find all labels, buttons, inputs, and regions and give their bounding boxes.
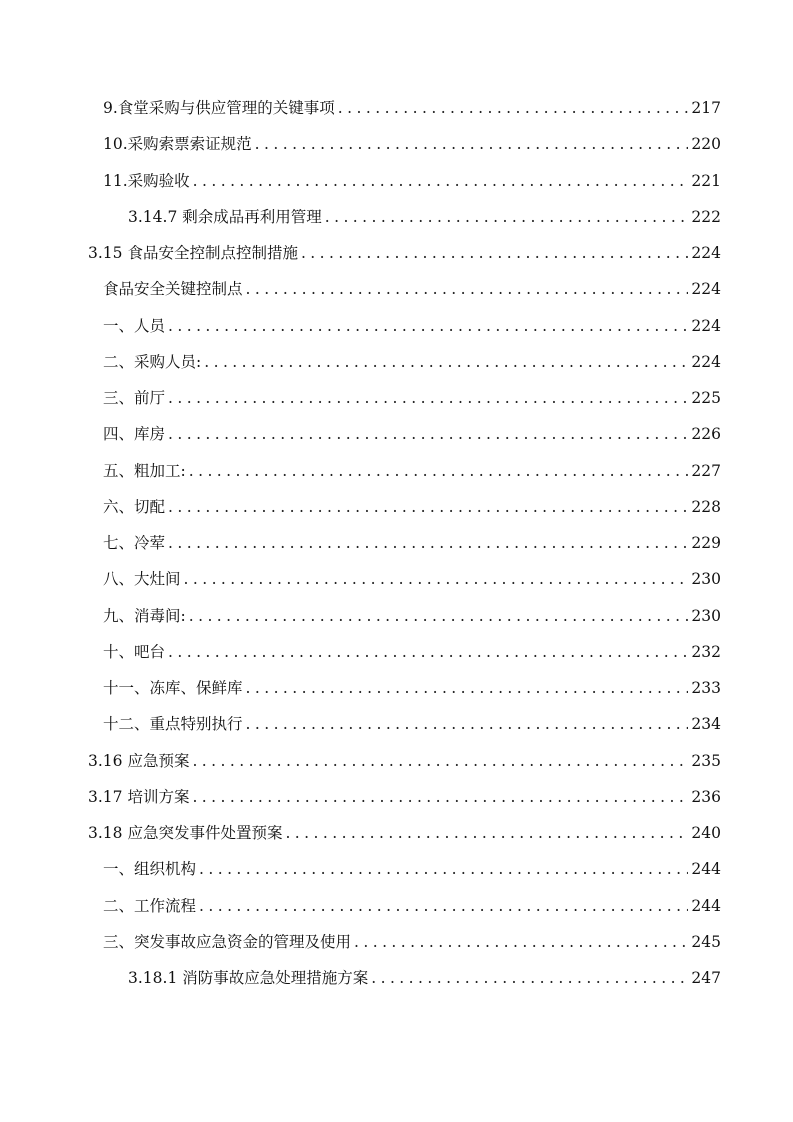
toc-page-number: 220 bbox=[691, 135, 721, 154]
toc-entry-title: 三、突发事故应急资金的管理及使用 bbox=[103, 932, 352, 951]
toc-entry-title: 10.采购索票索证规范 bbox=[103, 135, 252, 154]
toc-entry-title: 六、切配 bbox=[103, 497, 166, 516]
toc-page-number: 229 bbox=[691, 534, 721, 552]
toc-entry-title: 二、采购人员: bbox=[103, 352, 202, 371]
toc-entry[interactable] bbox=[103, 531, 721, 555]
toc-leader-dots bbox=[168, 314, 688, 338]
toc-page-number: 221 bbox=[691, 171, 721, 190]
toc-entry[interactable] bbox=[103, 894, 721, 918]
toc-page-number: 217 bbox=[691, 99, 721, 117]
toc-entry[interactable] bbox=[103, 495, 721, 519]
toc-page-number: 245 bbox=[691, 932, 721, 951]
toc-entry-title: 四、库房 bbox=[103, 425, 166, 444]
toc-entry[interactable] bbox=[88, 821, 721, 845]
toc-page-number: 244 bbox=[691, 860, 721, 879]
toc-entry[interactable] bbox=[103, 386, 721, 410]
toc-leader-dots bbox=[285, 821, 688, 845]
toc-page-number: 224 bbox=[691, 352, 721, 371]
toc-entry-title: 3.18.1 消防事故应急处理措施方案 bbox=[128, 969, 369, 987]
toc-entry[interactable] bbox=[103, 930, 721, 954]
toc-leader-dots bbox=[301, 241, 688, 265]
toc-leader-dots bbox=[168, 422, 688, 446]
toc-page-number: 230 bbox=[691, 606, 721, 625]
toc-entry-title: 一、人员 bbox=[103, 316, 166, 335]
toc-entry-title: 3.15 食品安全控制点控制措施 bbox=[88, 244, 298, 262]
toc-page-number: 233 bbox=[691, 679, 721, 697]
toc-page-number: 226 bbox=[691, 425, 721, 444]
toc-entry-title: 十、吧台 bbox=[103, 642, 166, 661]
toc-entry[interactable] bbox=[103, 350, 721, 374]
toc-entry-title: 九、消毒间: bbox=[103, 606, 186, 625]
toc-leader-dots bbox=[246, 676, 689, 700]
toc-entry[interactable] bbox=[103, 676, 721, 700]
toc-page-number: 236 bbox=[691, 787, 721, 806]
toc-entry-title: 3.16 应急预案 bbox=[88, 751, 190, 770]
toc-page-number: 247 bbox=[691, 969, 721, 987]
toc-leader-dots bbox=[168, 640, 688, 664]
toc-entry[interactable] bbox=[128, 966, 721, 990]
toc-entry-title: 十一、冻库、保鲜库 bbox=[103, 679, 243, 697]
toc-entry-title: 11.采购验收 bbox=[103, 171, 190, 190]
toc-entry-title: 二、工作流程 bbox=[103, 896, 197, 915]
toc-leader-dots bbox=[246, 712, 689, 736]
toc-entry-title: 9.食堂采购与供应管理的关键事项 bbox=[103, 99, 335, 117]
toc-entry[interactable] bbox=[103, 169, 721, 193]
toc-page-number: 224 bbox=[691, 316, 721, 335]
toc-entry-title: 十二、重点特别执行 bbox=[103, 715, 243, 734]
toc-page-number: 222 bbox=[691, 207, 721, 226]
toc-entry-title: 3.17 培训方案 bbox=[88, 787, 190, 806]
toc-leader-dots bbox=[184, 567, 689, 591]
toc-entry[interactable] bbox=[88, 749, 721, 773]
toc-entry-title: 3.18 应急突发事件处置预案 bbox=[88, 824, 283, 842]
toc-leader-dots bbox=[193, 169, 689, 193]
toc-entry[interactable] bbox=[88, 241, 721, 265]
toc-page-number: 240 bbox=[691, 824, 721, 842]
toc-entry[interactable] bbox=[103, 96, 721, 120]
toc-leader-dots bbox=[338, 96, 689, 120]
toc-entry[interactable] bbox=[103, 277, 721, 301]
toc-page-number: 234 bbox=[691, 715, 721, 734]
toc-leader-dots bbox=[192, 749, 688, 773]
toc-entry[interactable] bbox=[88, 785, 721, 809]
toc-entry[interactable] bbox=[103, 567, 721, 591]
toc-entry-title: 三、前厅 bbox=[103, 389, 166, 407]
toc-leader-dots bbox=[168, 386, 688, 410]
toc-leader-dots bbox=[371, 966, 688, 990]
toc-page-number: 244 bbox=[691, 896, 721, 915]
toc-entry[interactable] bbox=[103, 132, 721, 156]
toc-leader-dots bbox=[325, 205, 689, 229]
toc-entry[interactable] bbox=[103, 422, 721, 446]
toc-page-number: 235 bbox=[691, 751, 721, 770]
toc-leader-dots bbox=[189, 604, 689, 628]
toc-entry[interactable] bbox=[103, 640, 721, 664]
toc-leader-dots bbox=[168, 495, 688, 519]
toc-entry-title: 一、组织机构 bbox=[103, 860, 197, 879]
toc-entry-title: 食品安全关键控制点 bbox=[103, 280, 243, 299]
toc-leader-dots bbox=[204, 350, 688, 374]
toc-leader-dots bbox=[199, 894, 688, 918]
toc-entry-title: 八、大灶间 bbox=[103, 570, 181, 589]
toc-page-number: 224 bbox=[691, 244, 721, 262]
toc-entry[interactable] bbox=[103, 459, 721, 483]
toc-entry[interactable] bbox=[103, 314, 721, 338]
toc-leader-dots bbox=[354, 930, 688, 954]
toc-leader-dots bbox=[255, 132, 689, 156]
toc-entry[interactable] bbox=[128, 205, 721, 229]
toc-page-number: 228 bbox=[691, 497, 721, 516]
toc-entry[interactable] bbox=[103, 857, 721, 881]
toc-page-number: 225 bbox=[691, 389, 721, 407]
toc-page-number: 227 bbox=[691, 461, 721, 480]
toc-leader-dots bbox=[246, 277, 689, 301]
toc-page-number: 230 bbox=[691, 570, 721, 589]
toc-leader-dots bbox=[199, 857, 688, 881]
toc-entry[interactable] bbox=[103, 712, 721, 736]
toc-leader-dots bbox=[192, 785, 688, 809]
toc-entry-title: 3.14.7 剩余成品再利用管理 bbox=[128, 207, 322, 226]
toc-entry-title: 五、粗加工: bbox=[103, 461, 186, 480]
toc-leader-dots bbox=[189, 459, 689, 483]
toc-page-number: 232 bbox=[691, 642, 721, 661]
toc-entry-title: 七、冷荤 bbox=[103, 534, 166, 552]
toc-page-number: 224 bbox=[691, 280, 721, 299]
toc-leader-dots bbox=[168, 531, 688, 555]
toc-entry[interactable] bbox=[103, 604, 721, 628]
